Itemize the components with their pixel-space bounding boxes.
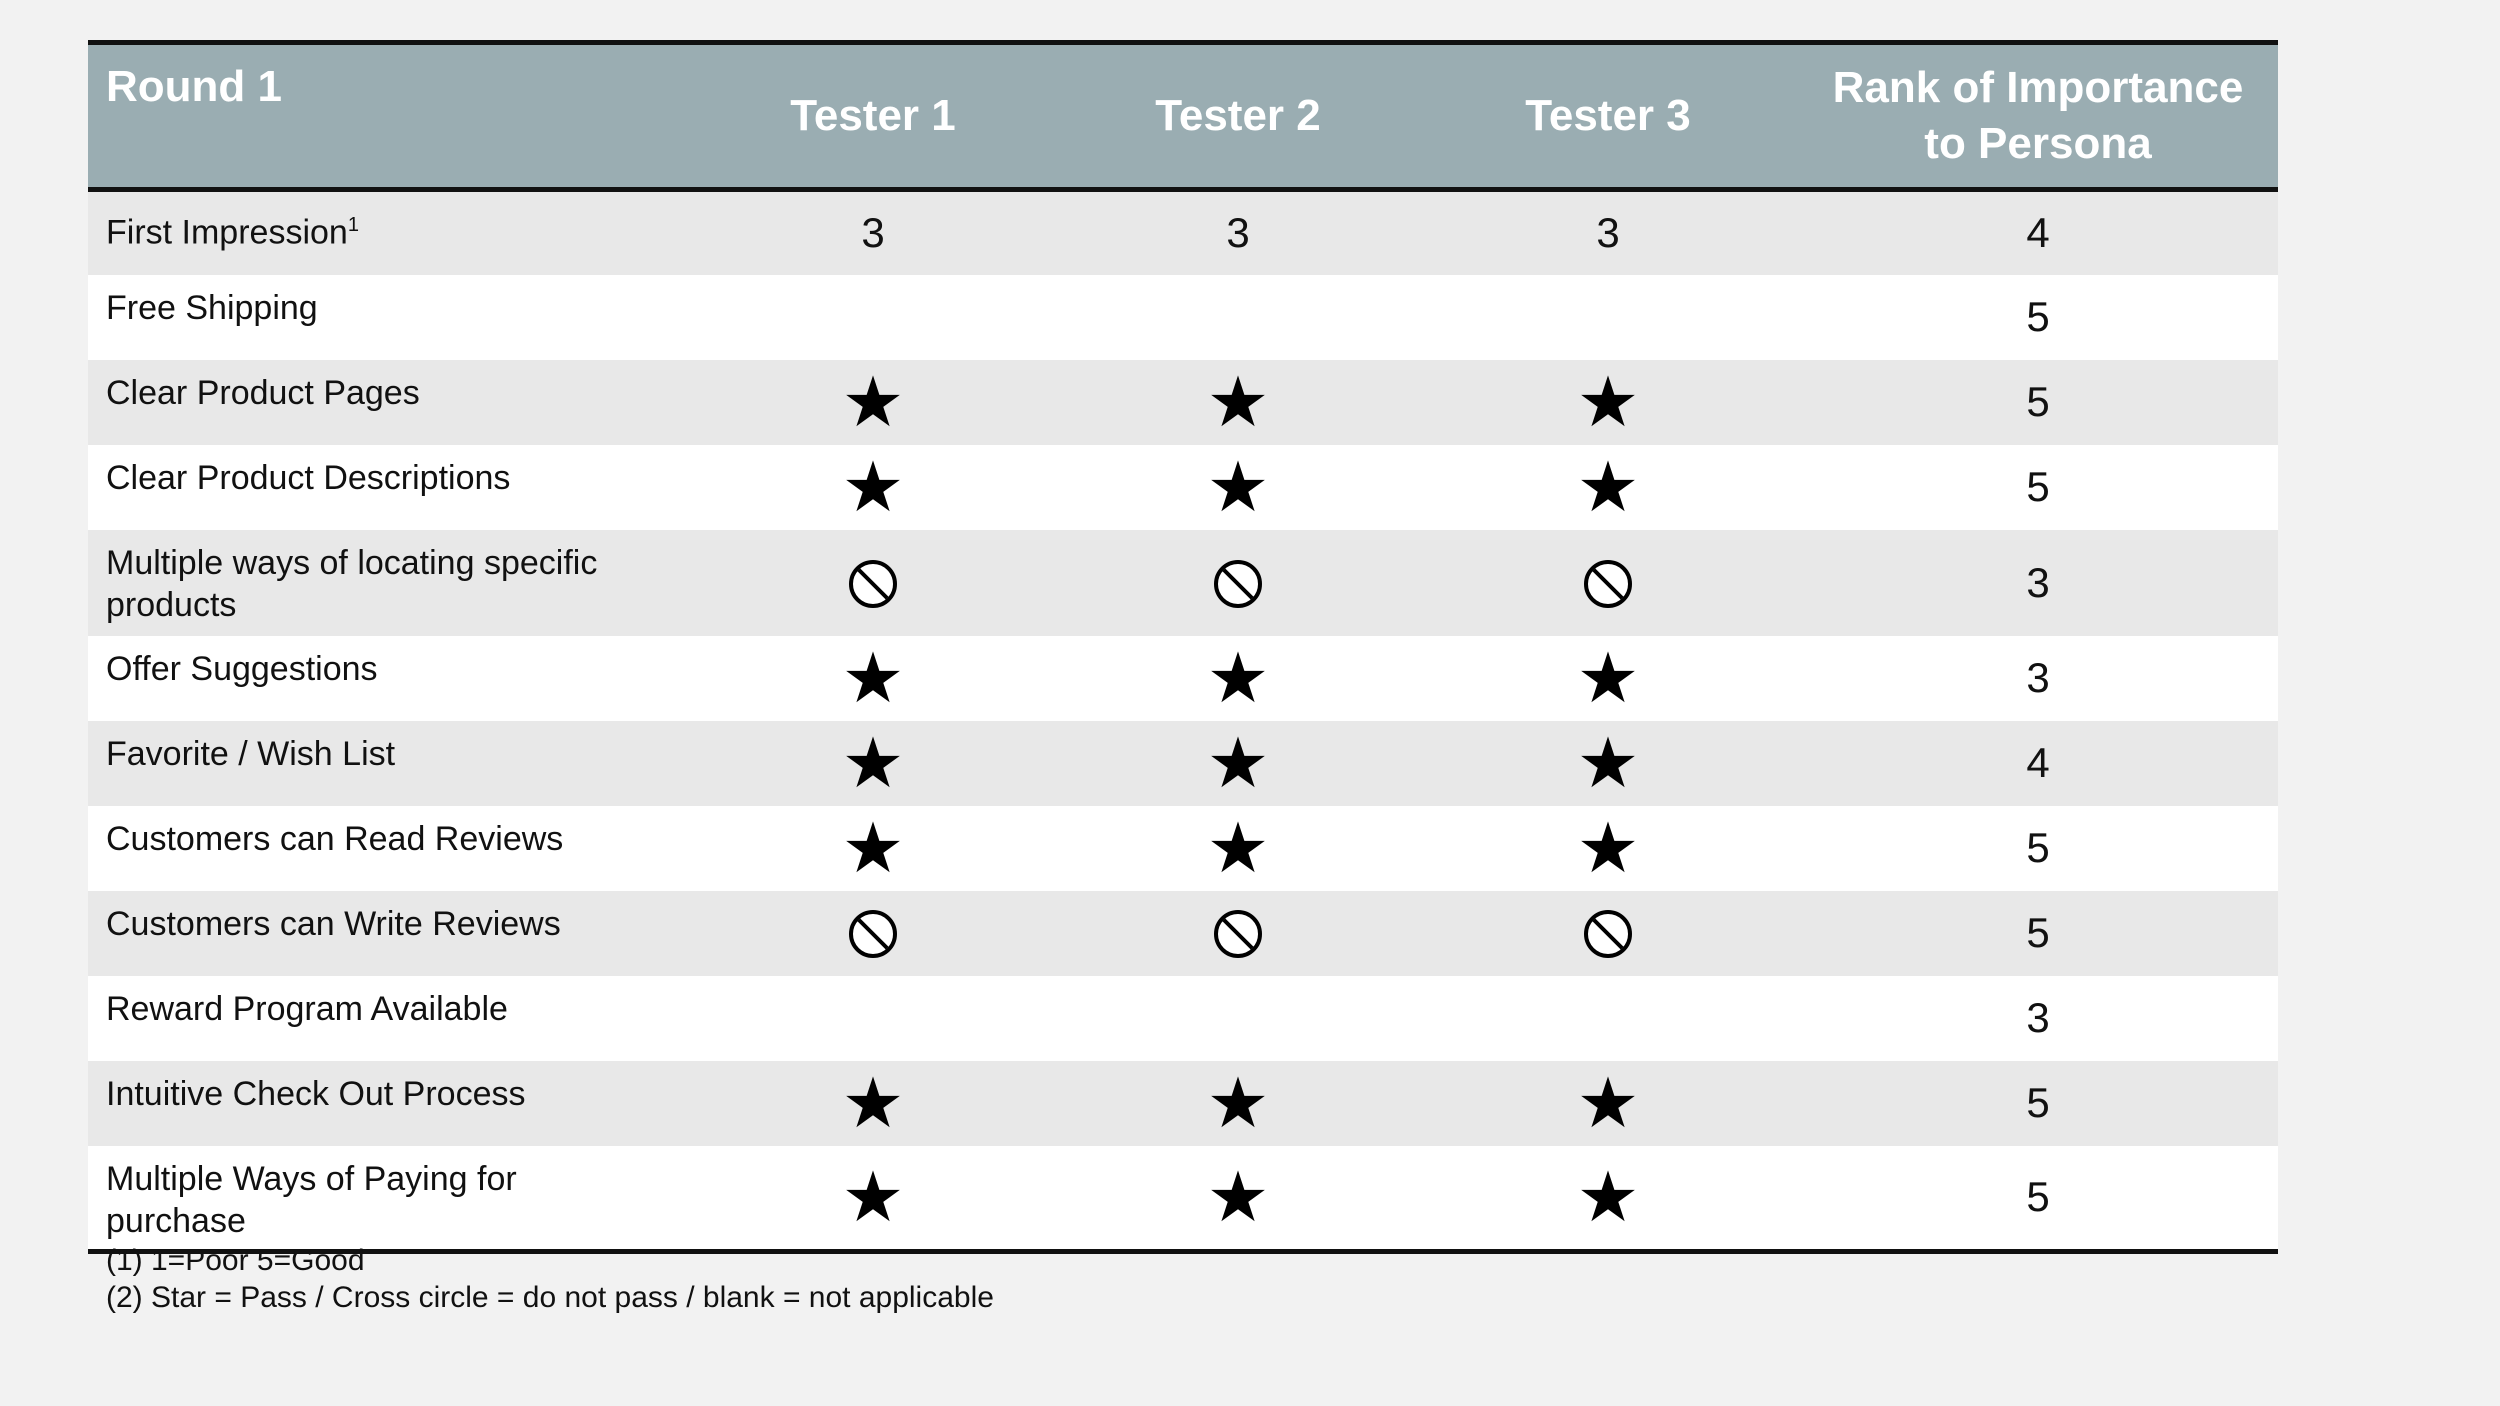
row-label-line2: purchase [106,1201,246,1240]
table-row [88,530,2278,636]
rank-value: 3 [2026,654,2050,701]
star-icon: ★ [1576,809,1640,887]
row-label [88,530,688,636]
row-label-line2: products [106,585,237,624]
rank-value: 5 [2026,909,2050,956]
table-row [88,636,2278,721]
star-icon: ★ [1576,1064,1640,1142]
row-label: Customers can Write Reviews [106,904,561,943]
table-row [88,976,2278,1061]
tester-2-result [1058,636,1418,721]
tester-1-score: 3 [861,209,885,257]
tester-3-result [1418,806,1798,891]
star-icon: ★ [841,448,905,526]
tester-2-result [1058,1061,1418,1146]
star-icon: ★ [1206,363,1270,441]
round-header: Round 1 [106,62,282,111]
tester-3-score: 3 [1596,209,1620,257]
row-label [88,1146,688,1252]
star-icon: ★ [841,1064,905,1142]
rank-value: 5 [2026,824,2050,871]
cross-circle-icon [1584,910,1632,958]
tester-1-result [688,806,1058,891]
rank-value: 3 [2026,558,2050,606]
footnotes [106,1242,994,1316]
footnote-marker: 1 [347,214,359,236]
star-icon: ★ [1206,448,1270,526]
rank-value: 5 [2026,1173,2050,1221]
star-icon: ★ [1206,639,1270,717]
tester-1-result [688,1146,1058,1252]
star-icon: ★ [1576,724,1640,802]
tester-3-result [1418,1146,1798,1252]
tester-1-header: Tester 1 [790,91,956,140]
tester-2-result [1058,721,1418,806]
rank-header-line2: to Persona [1924,119,2152,168]
table-row [88,1061,2278,1146]
tester-1-result [688,445,1058,530]
table-row [88,190,2278,275]
tester-1-result [688,976,1058,1061]
footnote-1: (1) 1=Poor 5=Good [106,1244,365,1277]
cross-circle-icon [849,910,897,958]
tester-1-result [688,721,1058,806]
rank-value: 3 [2026,994,2050,1041]
star-icon: ★ [1576,1158,1640,1237]
table-header-row [88,43,2278,190]
tester-2-score: 3 [1226,209,1250,257]
table-row [88,721,2278,806]
rank-header [1798,43,2278,190]
footnote-2: (2) Star = Pass / Cross circle = do not pass / blank = not applicable [106,1281,994,1314]
row-label: Offer Suggestions [106,649,378,688]
results-table-container [88,40,2278,1254]
row-label: Favorite / Wish List [106,734,396,773]
table-row [88,806,2278,891]
rank-header-line1: Rank of Importance [1832,63,2244,112]
tester-1-result [688,1061,1058,1146]
row-label: Clear Product Descriptions [106,458,511,497]
rank-value: 5 [2026,293,2050,340]
cross-circle-icon [849,560,897,608]
rank-value: 4 [2026,739,2050,786]
tester-3-result [1418,1061,1798,1146]
tester-3-result [1418,976,1798,1061]
star-icon: ★ [1576,639,1640,717]
rank-value: 5 [2026,463,2050,510]
tester-2-result [1058,806,1418,891]
rank-value: 5 [2026,1079,2050,1126]
row-label-text: First Impression [106,213,348,252]
tester-1-result [688,636,1058,721]
star-icon: ★ [841,639,905,717]
star-icon: ★ [1576,448,1640,526]
rank-value: 4 [2026,209,2050,257]
tester-3-result [1418,445,1798,530]
table-row [88,360,2278,445]
row-label: Customers can Read Reviews [106,819,564,858]
tester-3-result [1418,530,1798,636]
row-label: Reward Program Available [106,989,508,1028]
row-label: Intuitive Check Out Process [106,1074,526,1113]
tester-2-result [1058,360,1418,445]
table-row [88,891,2278,976]
tester-3-result [1418,721,1798,806]
results-table [88,40,2278,1254]
row-label-line1: Multiple Ways of Paying for [106,1159,517,1198]
table-row [88,1146,2278,1252]
row-label: Clear Product Pages [106,373,420,412]
row-label: Free Shipping [106,288,318,327]
cross-circle-icon [1214,910,1262,958]
tester-2-result [1058,530,1418,636]
tester-1-result [688,275,1058,360]
star-icon: ★ [841,724,905,802]
rank-value: 5 [2026,378,2050,425]
tester-3-result [1418,891,1798,976]
table-row [88,275,2278,360]
star-icon: ★ [1206,1158,1270,1237]
row-label-line1: Multiple ways of locating specific [106,543,598,582]
tester-2-header: Tester 2 [1155,91,1321,140]
star-icon: ★ [1206,724,1270,802]
tester-2-result [1058,275,1418,360]
tester-2-result [1058,445,1418,530]
star-icon: ★ [841,363,905,441]
row-label [88,190,688,275]
tester-1-result [688,360,1058,445]
tester-1-result [688,891,1058,976]
star-icon: ★ [1206,809,1270,887]
star-icon: ★ [841,809,905,887]
tester-3-result [1418,636,1798,721]
star-icon: ★ [841,1158,905,1237]
tester-2-result [1058,891,1418,976]
cross-circle-icon [1214,560,1262,608]
tester-3-result [1418,275,1798,360]
cross-circle-icon [1584,560,1632,608]
star-icon: ★ [1206,1064,1270,1142]
tester-2-result [1058,1146,1418,1252]
tester-1-result [688,530,1058,636]
tester-2-result [1058,976,1418,1061]
star-icon: ★ [1576,363,1640,441]
table-row [88,445,2278,530]
tester-3-result [1418,360,1798,445]
tester-3-header: Tester 3 [1525,91,1691,140]
